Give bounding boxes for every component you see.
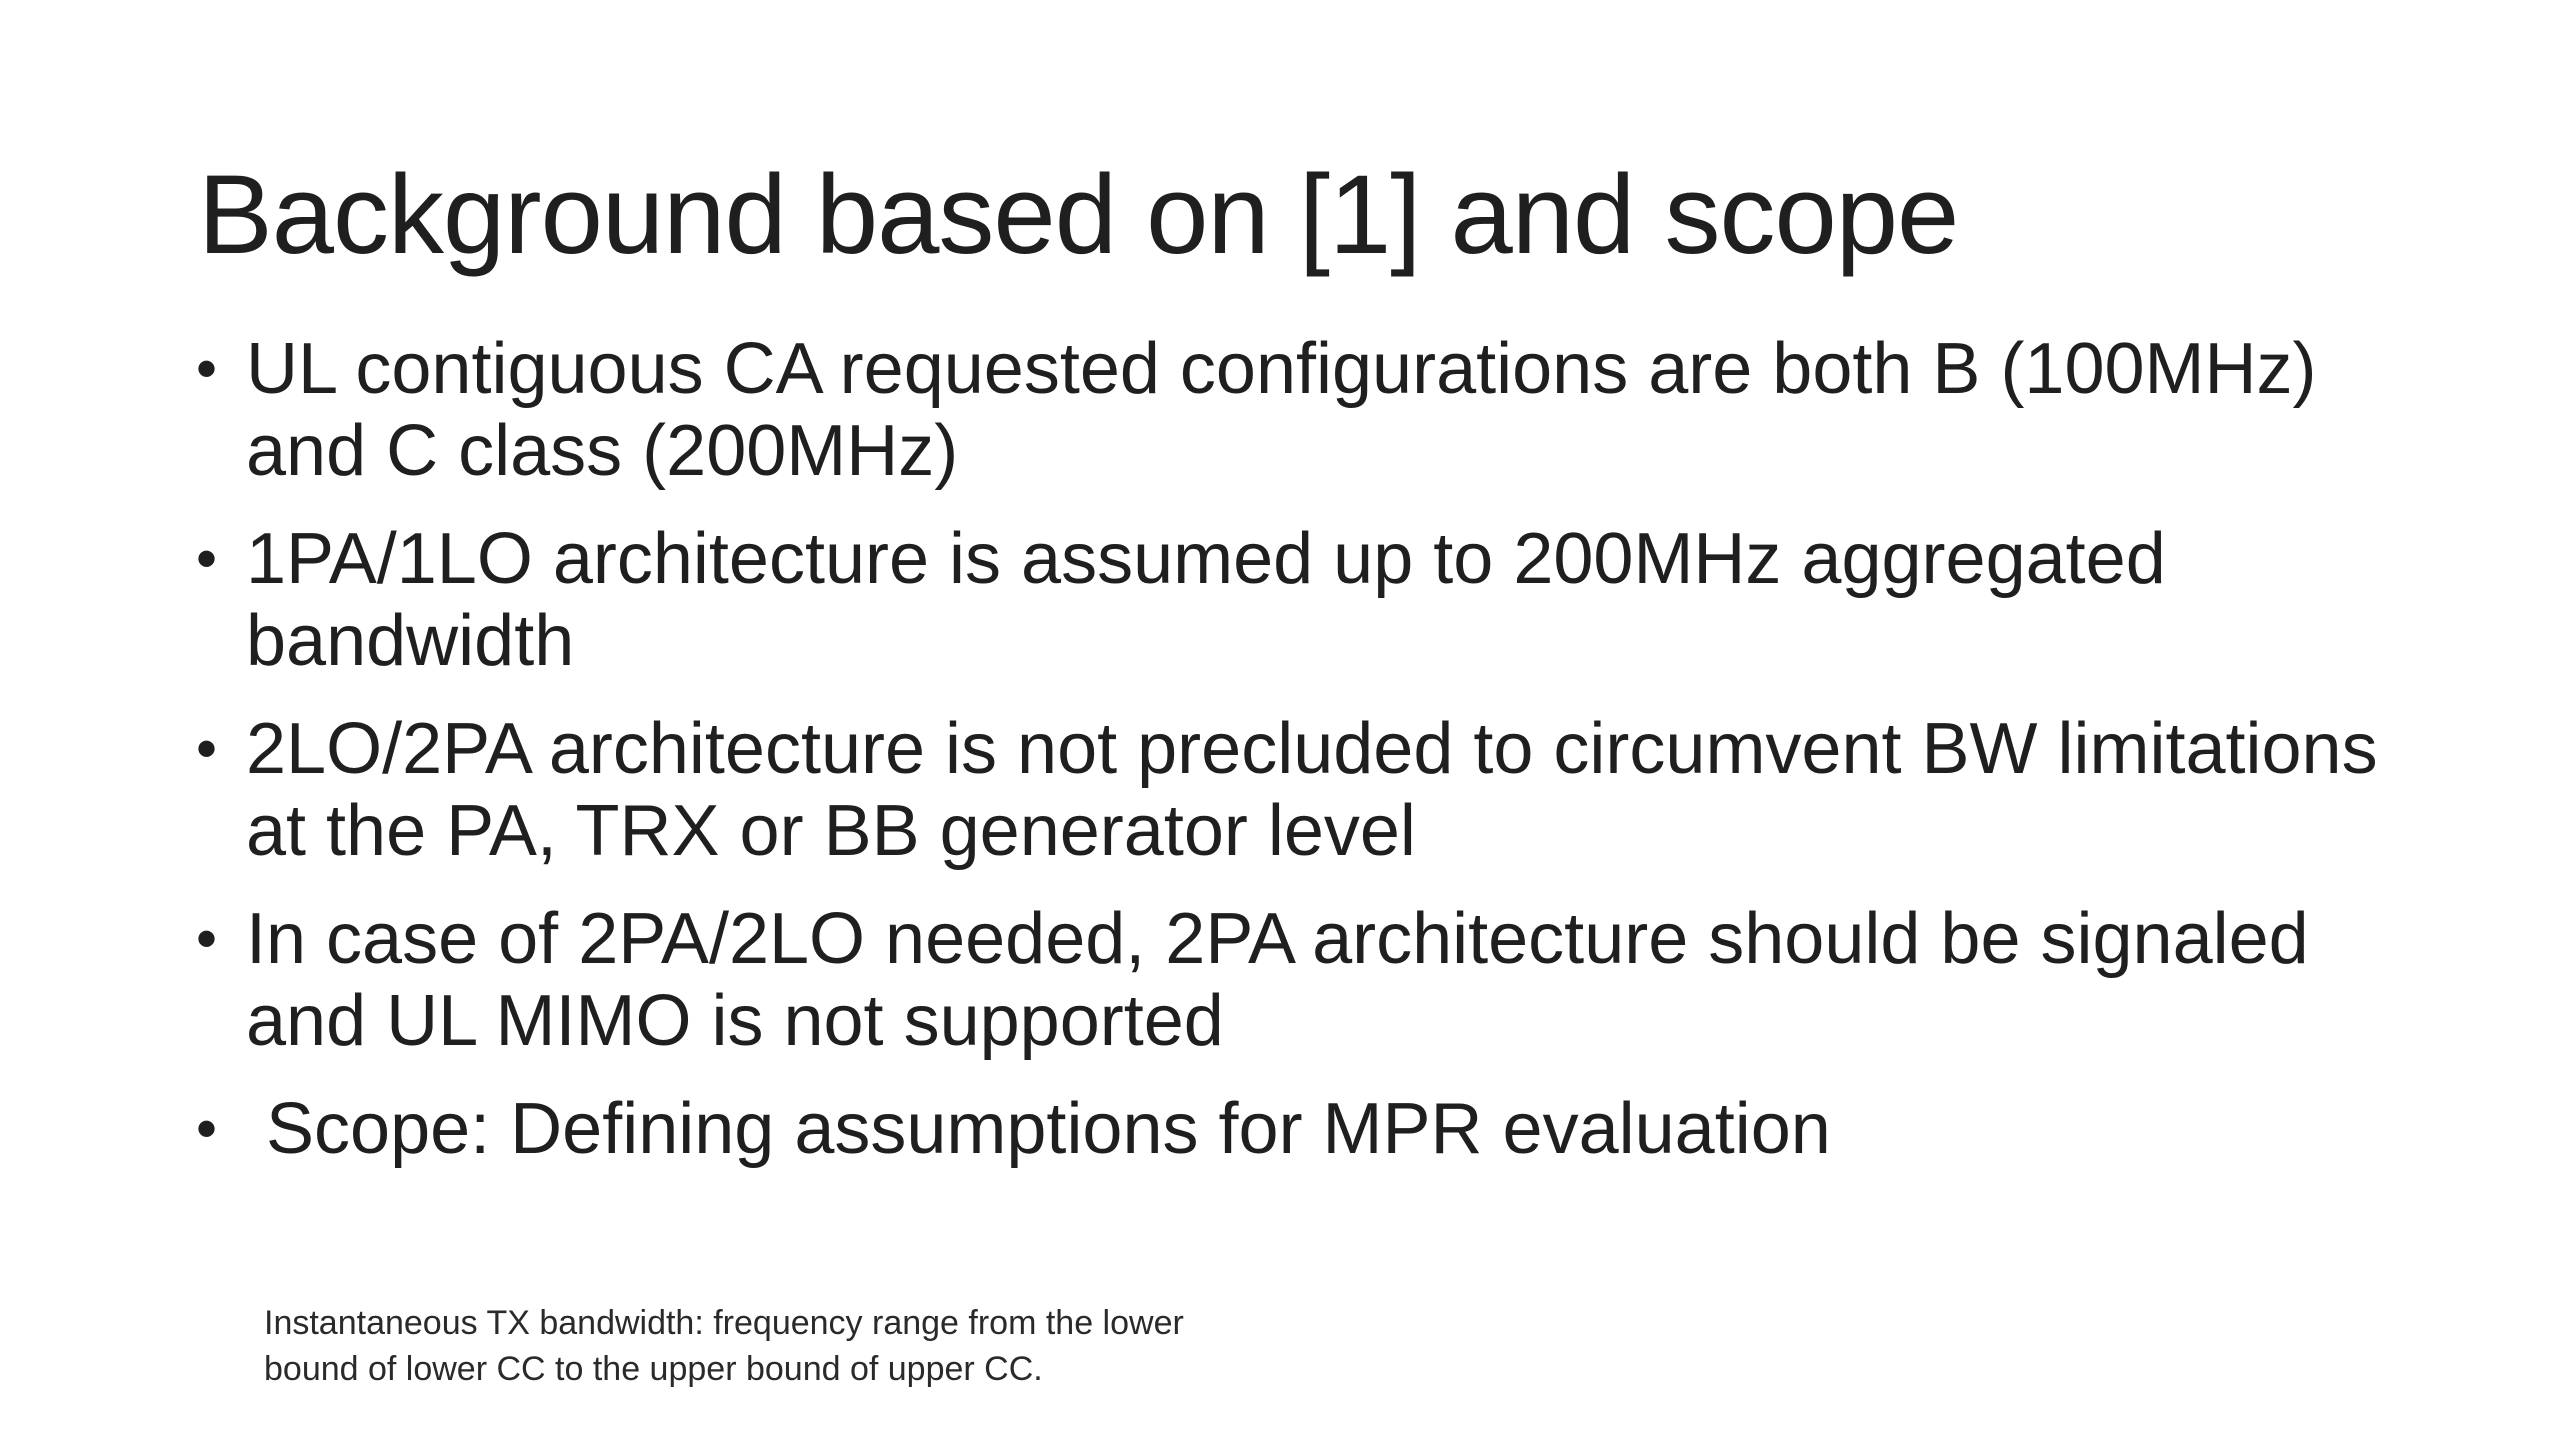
bullet-line: Scope: Defining assumptions for MPR evaluation <box>266 1089 1831 1169</box>
bullet-dot-icon: • <box>196 335 218 402</box>
bullet-text <box>246 898 2460 1062</box>
slide-title: Background based on [1] and scope <box>198 152 1959 277</box>
bullet-dot-icon: • <box>196 1095 218 1162</box>
bullet-line: at the PA, TRX or BB generator level <box>246 791 1416 871</box>
bullet-list <box>190 328 2460 1196</box>
bullet-text <box>246 1088 2460 1170</box>
bullet-line: and C class (200MHz) <box>246 411 959 491</box>
bullet-line: In case of 2PA/2LO needed, 2PA architecture should be signaled <box>246 899 2309 979</box>
bullet-text <box>246 708 2460 872</box>
bullet-item <box>190 708 2460 872</box>
bullet-line: 1PA/1LO architecture is assumed up to 200MHz aggregated <box>246 519 2166 599</box>
bullet-text <box>246 328 2460 492</box>
bullet-line: UL contiguous CA requested configurations are both B (100MHz) <box>246 329 2317 409</box>
bullet-item-scope <box>190 1088 2460 1170</box>
footnote-line: Instantaneous TX bandwidth: frequency range from the lower <box>264 1304 1184 1342</box>
bullet-item <box>190 518 2460 682</box>
bullet-line: and UL MIMO is not supported <box>246 981 1224 1061</box>
footnote <box>264 1300 1364 1392</box>
bullet-dot-icon: • <box>196 715 218 782</box>
bullet-item <box>190 898 2460 1062</box>
bullet-dot-icon: • <box>196 525 218 592</box>
footnote-line: bound of lower CC to the upper bound of upper CC. <box>264 1350 1043 1388</box>
bullet-line: 2LO/2PA architecture is not precluded to circumvent BW limitations <box>246 709 2378 789</box>
bullet-dot-icon: • <box>196 905 218 972</box>
bullet-line: bandwidth <box>246 601 575 681</box>
bullet-text <box>246 518 2460 682</box>
bullet-item <box>190 328 2460 492</box>
